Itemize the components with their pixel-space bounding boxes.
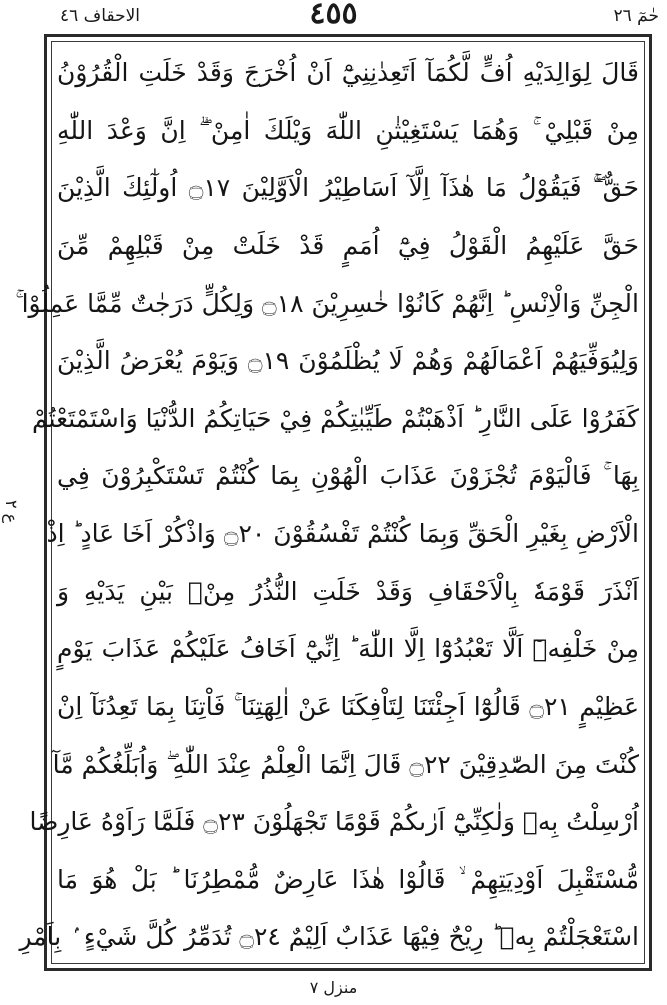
verse-line: قَالَ لِوَالِدَيْهِ اُفٍّ لَّكُمَآ اَتَعِدٰنِنِيْٓ اَنْ اُخْرَجَ وَقَدْ خَلَتِ الْقُرُوْنُ: [57, 58, 639, 87]
verse-line: الْجِنِّ وَالْاِنْسِ ؕ اِنَّهُمْ كَانُوْا خٰسِرِيْنَ ۝١٨ وَلِكُلٍّ دَرَجٰتٌ مِّمَّا عَمِلُوْا ۚ: [15, 288, 639, 318]
verse-line: مِنْ قَبْلِيْ ۚ وَهُمَا يَسْتَغِيْثٰنِ اللّٰهَ وَيْلَكَ اٰمِنْ ۖۗ اِنَّ وَعْدَ اللّٰهِ: [57, 115, 639, 145]
ruku-margin-note: ع ٢: [2, 500, 21, 524]
verse-text-block: [15, 57, 639, 954]
manzil-footer: منزل ٧: [309, 978, 358, 997]
verse-line: كَفَرُوْا عَلَى النَّارِ ؕ اَذْهَبْتُمْ طَيِّبٰتِكُمْ فِيْ حَيَاتِكُمُ الدُّنْيَا وَاسْتَمْتَعْتُمْ: [31, 403, 639, 433]
verse-line: عَظِيْمٍ ۝٢١ قَالُوْٓا اَجِئْتَنَا لِتَاْفِكَنَا عَنْ اٰلِهَتِنَا ۚ فَاْتِنَا بِمَا تَعِدُنَآ اِنْ: [57, 691, 639, 721]
page-number: ٤٥٥: [309, 0, 358, 31]
verse-line: اُرْسِلْتُ بِهٖ وَلٰكِنِّيْٓ اَرٰىكُمْ قَوْمًا تَجْهَلُوْنَ ۝٢٣ فَلَمَّا رَاَوْهُ عَارِضًا: [29, 807, 639, 837]
surah-header: الاحقاف ٤٦: [60, 6, 140, 26]
verse-line: اسْتَعْجَلْتُمْ بِهٖ ؕ رِيْحٌ فِيْهَا عَذَابٌ اَلِيْمٌ ۝٢٤ تُدَمِّرُ كُلَّ شَيْءٍ ۢ بِاَمْرِ: [19, 922, 639, 952]
verse-line: حَقٌّ ۚۖ فَيَقُوْلُ مَا هٰذَآ اِلَّآ اَسَاطِيْرُ الْاَوَّلِيْنَ ۝١٧ اُولٰٓئِكَ الَّذِيْنَ: [57, 173, 639, 203]
verse-line: مُّسْتَقْبِلَ اَوْدِيَتِهِمْ ۙ قَالُوْا هٰذَا عَارِضٌ مُّمْطِرُنَا ؕ بَلْ هُوَ مَا: [57, 864, 639, 894]
page-frame: [15, 34, 652, 971]
verse-line: وَلِيُوَفِّيَهُمْ اَعْمَالَهُمْ وَهُمْ لَا يُظْلَمُوْنَ ۝١٩ وَيَوْمَ يُعْرَضُ الَّذِيْنَ: [57, 346, 639, 376]
verse-line: اَنْذَرَ قَوْمَهٗ بِالْاَحْقَافِ وَقَدْ خَلَتِ النُّذُرُ مِنْۢ بَيْنِ يَدَيْهِ وَ: [57, 576, 639, 606]
verse-line: الْاَرْضِ بِغَيْرِ الْحَقِّ وَبِمَا كُنْتُمْ تَفْسُقُوْنَ ۝٢٠ وَاذْكُرْ اَخَا عَادٍ ؕ اِذْ: [46, 519, 639, 548]
verse-line: بِهَا ۚ فَالْيَوْمَ تُجْزَوْنَ عَذَابَ الْهُوْنِ بِمَا كُنْتُمْ تَسْتَكْبِرُوْنَ فِي: [57, 461, 639, 491]
verse-line: كُنْتَ مِنَ الصّٰدِقِيْنَ ۝٢٢ قَالَ اِنَّمَا الْعِلْمُ عِنْدَ اللّٰهِ ۖ وَاُبَلِّغُكُمْ مَّآ: [52, 749, 639, 779]
juz-header: حٰمٓ ٢٦: [613, 6, 659, 26]
verse-line: مِنْ خَلْفِهٖٓ اَلَّا تَعْبُدُوْٓا اِلَّا اللّٰهَ ؕ اِنِّيْٓ اَخَافُ عَلَيْكُمْ عَذَابَ يَوْمٍ: [57, 634, 639, 664]
verse-line: حَقَّ عَلَيْهِمُ الْقَوْلُ فِيْٓ اُمَمٍ قَدْ خَلَتْ مِنْ قَبْلِهِمْ مِّنَ: [57, 230, 639, 260]
